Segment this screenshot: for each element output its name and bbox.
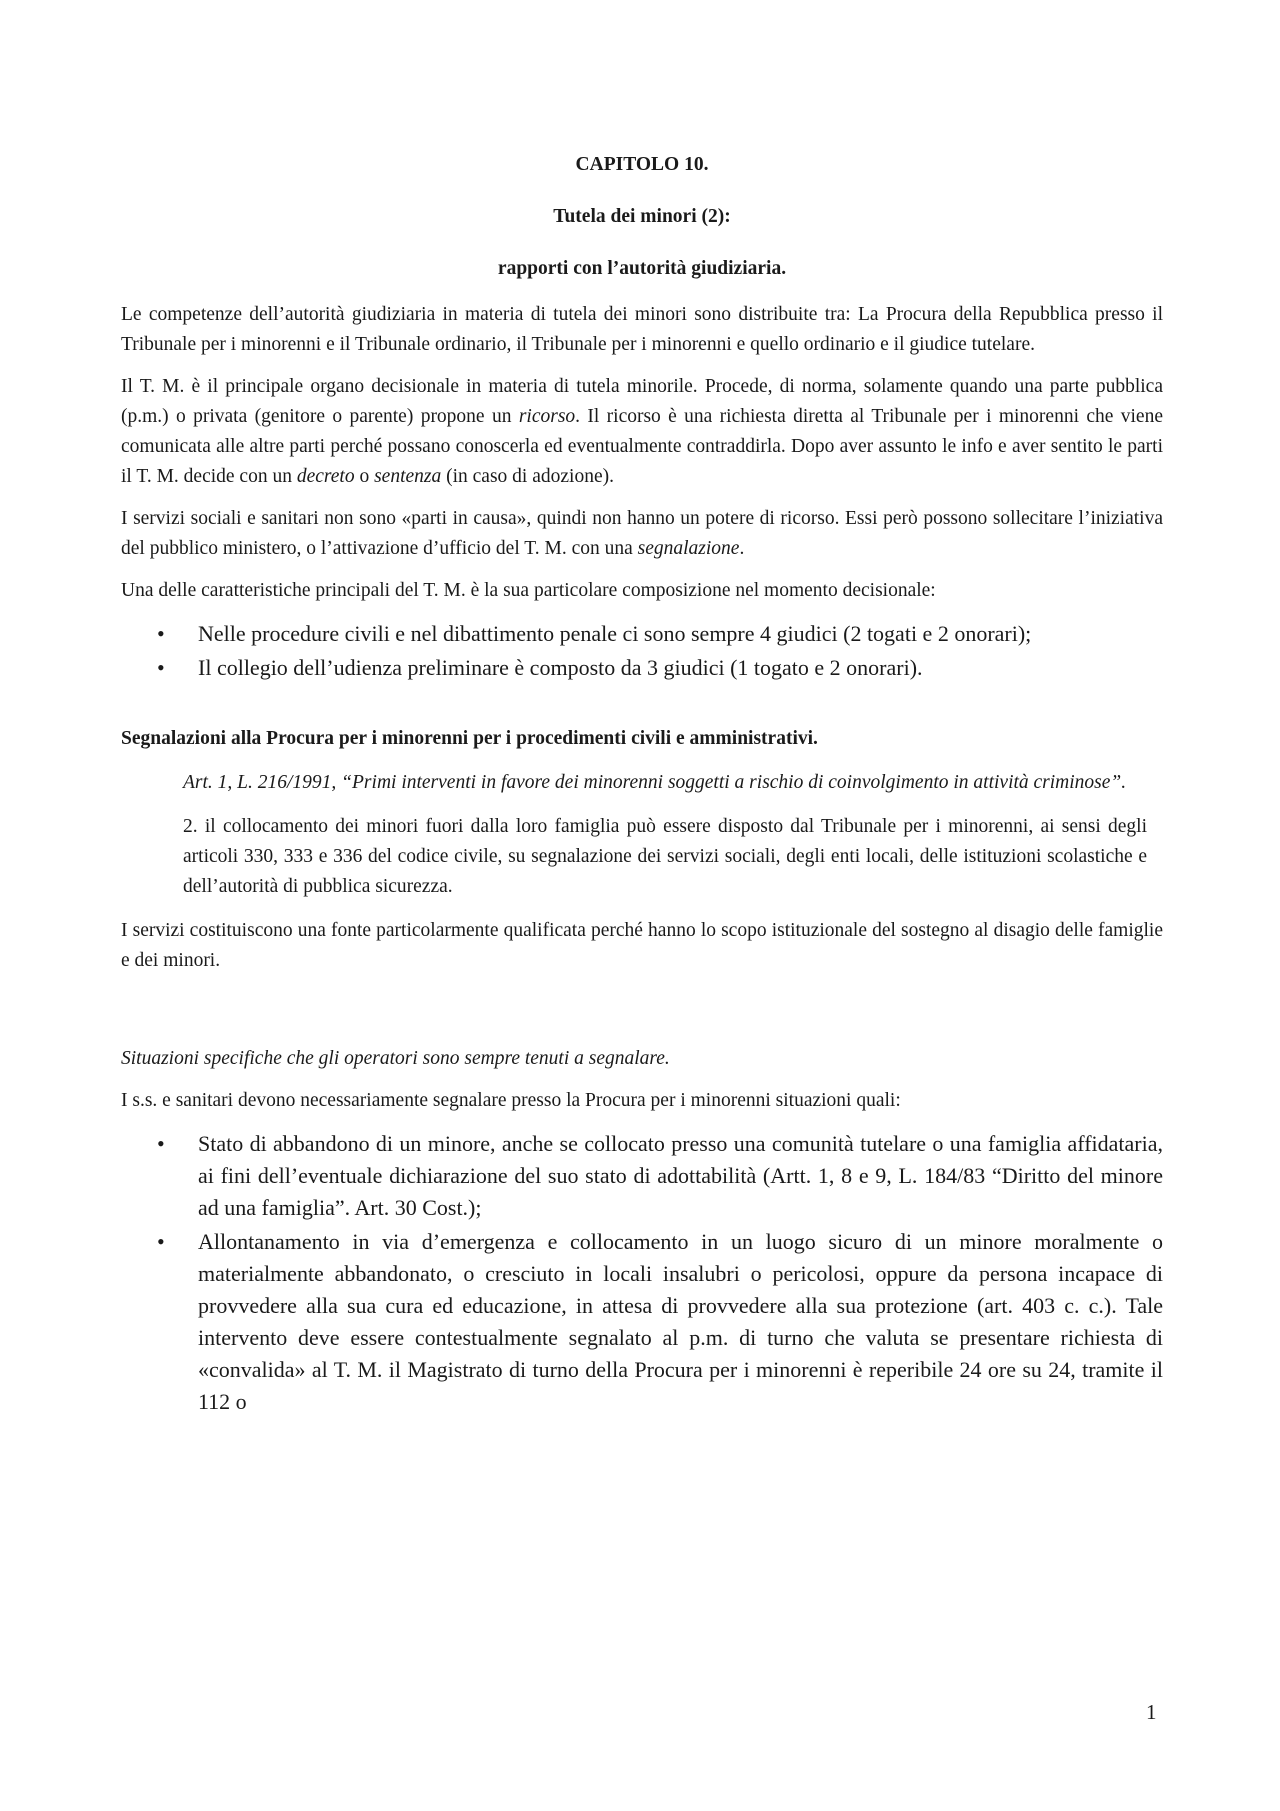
list-item-text: Nelle procedure civili e nel dibattimento penale ci sono sempre 4 giudici (2 togati e 2 onorari); [198, 621, 1032, 646]
term-segnalazione: segnalazione [637, 538, 740, 559]
paragraph-tm [121, 372, 1163, 492]
chapter-subtitle: rapporti con l’autorità giudiziaria. [497, 258, 787, 279]
bullet-icon: • [157, 1131, 165, 1156]
text-run: o [354, 466, 375, 487]
spacer [121, 988, 1163, 1044]
chapter-label: CAPITOLO 10. [575, 154, 709, 175]
page-content [121, 150, 1163, 1428]
bullet-list-giudici [121, 618, 1163, 684]
section-heading-segnalazioni: Segnalazioni alla Procura per i minorenni per i procedimenti civili e amministrativi. [121, 728, 818, 749]
bullet-list-situazioni [121, 1128, 1163, 1418]
chapter-title: Tutela dei minori (2): [553, 206, 731, 227]
list-item-text: Allontanamento in via d’emergenza e collocamento in un luogo sicuro di un minore moralmente o materialmente abbandonato, o cresciuto in locali insalubri o pericolosi, oppure da persona incapace di provvedere alla sua cura ed educazione, in attesa di provvedere alla sua protezione (art. 403 c. c.). Tale intervento deve essere contestualmente segnalato al p.m. di turno che valuta se presentare richiesta di «convalida» al T. M. il Magistrato di turno della Procura per i minorenni è reperibile 24 ore su 24, tramite il 112 o [198, 1229, 1163, 1414]
text-run: I servizi sociali e sanitari non sono «parti in causa», quindi non hanno un potere di ricorso. Essi però possono sollecitare l’iniziativa del pubblico ministero, o l’attivazione d’ufficio del T. M. con una [121, 508, 1163, 559]
bullet-icon: • [157, 655, 165, 680]
term-sentenza: sentenza [374, 466, 442, 487]
section-heading-situazioni: Situazioni specifiche che gli operatori sono sempre tenuti a segnalare. [121, 1048, 670, 1069]
term-ricorso: ricorso [518, 406, 576, 427]
bullet-icon: • [157, 621, 165, 646]
paragraph-intro-situazioni: I s.s. e sanitari devono necessariamente segnalare presso la Procura per i minorenni situazioni quali: [121, 1090, 901, 1111]
list-item [121, 1226, 1163, 1418]
text-run: Il T. M. è il principale organo decisionale in materia di tutela minorile. Procede, di norma, solamente quando una parte pubblica (p.m.) o privata (genitore o parente) propone un [121, 376, 1163, 427]
list-item [121, 618, 1163, 650]
paragraph-composizione: Una delle caratteristiche principali del T. M. è la sua particolare composizione nel momento decisionale: [121, 580, 936, 601]
list-item [121, 652, 1163, 684]
paragraph-competenze: Le competenze dell’autorità giudiziaria in materia di tutela dei minori sono distribuite tra: La Procura della Repubblica presso il Tribunale per i minorenni e il Tribunale ordinario, il Tribunale per i minorenni e quello ordinario e il giudice tutelare. [121, 304, 1163, 355]
bullet-icon: • [157, 1229, 165, 1254]
term-decreto: decreto [296, 466, 355, 487]
quote-body: 2. il collocamento dei minori fuori dalla loro famiglia può essere disposto dal Tribunale per i minorenni, ai sensi degli articoli 330, 333 e 336 del codice civile, su segnalazione dei servizi sociali, degli enti locali, delle istituzioni scolastiche e dell’autorità di pubblica sicurezza. [183, 816, 1147, 897]
text-run: (in caso di adozione). [441, 466, 614, 487]
list-item [121, 1128, 1163, 1224]
quote-title: Art. 1, L. 216/1991, “Primi interventi in favore dei minorenni soggetti a rischio di coinvolgimento in attività criminose”. [183, 772, 1127, 793]
list-item-text: Stato di abbandono di un minore, anche se collocato presso una comunità tutelare o una famiglia affidataria, ai fini dell’eventuale dichiarazione del suo stato di adottabilità (Artt. 1, 8 e 9, L. 184/83 “Diritto del minore ad una famiglia”. Art. 30 Cost.); [198, 1131, 1163, 1220]
paragraph-servizi [121, 504, 1163, 564]
page-number: 1 [1146, 1700, 1157, 1724]
paragraph-fonte: I servizi costituiscono una fonte particolarmente qualificata perché hanno lo scopo istituzionale del sostegno al disagio delle famiglie e dei minori. [121, 920, 1163, 971]
text-run: . Il ricorso è una richiesta diretta al Tribunale per i minorenni che viene comunicata alle altre parti perché possano conoscerla ed eventualmente contraddirla. Dopo aver assunto le info e aver sentito le parti il T. M. decide con un [121, 406, 1163, 487]
list-item-text: Il collegio dell’udienza preliminare è composto da 3 giudici (1 togato e 2 onorari). [198, 655, 923, 680]
text-run: . [739, 538, 745, 559]
